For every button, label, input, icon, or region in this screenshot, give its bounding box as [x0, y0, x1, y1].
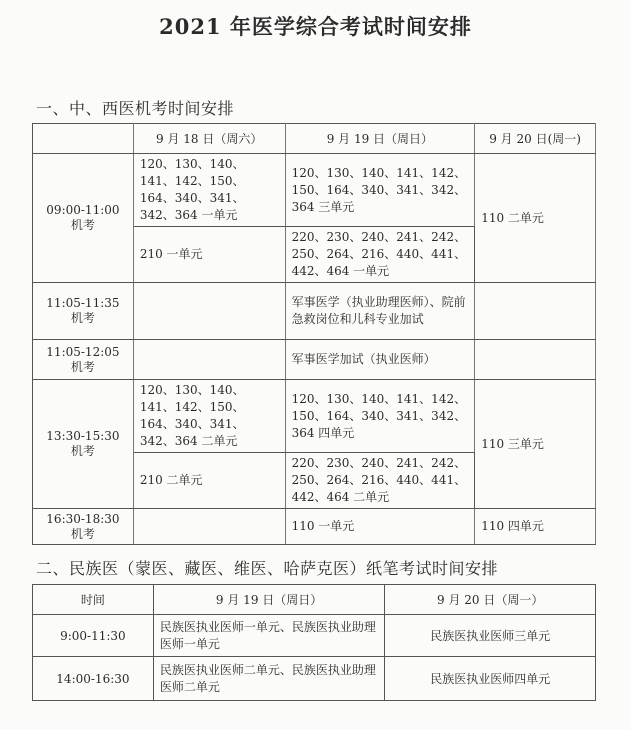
schedule-cell: 220、230、240、241、242、250、264、216、440、441、442、464 二单元 — [285, 453, 475, 509]
time-mode: 机考 — [70, 444, 95, 458]
page-title: 2021 年医学综合考试时间安排 — [159, 14, 472, 39]
time-cell — [33, 340, 134, 380]
schedule-cell: 210 一单元 — [133, 227, 285, 283]
schedule-table-1 — [32, 123, 596, 545]
time-mode: 机考 — [70, 526, 95, 541]
time-cell — [33, 283, 134, 340]
schedule-cell: 军事医学加试（执业医师） — [285, 340, 475, 380]
schedule-cell: 民族医执业医师四单元 — [385, 657, 596, 701]
section-heading-2: 二、民族医（蒙医、藏医、维医、哈萨克医）纸笔考试时间安排 — [36, 559, 499, 578]
time-cell: 14:00-16:30 — [33, 657, 154, 701]
time-cell — [33, 154, 134, 283]
schedule-cell: 210 二单元 — [133, 453, 285, 509]
schedule-cell — [133, 340, 285, 380]
schedule-cell — [475, 340, 596, 380]
header-sep20: 9 月 20 日（周一） — [385, 585, 596, 615]
header-sep19: 9 月 19 日（周日） — [285, 124, 475, 154]
header-empty — [33, 124, 134, 154]
schedule-cell: 110 一单元 — [285, 509, 475, 545]
schedule-cell: 110 二单元 — [475, 154, 596, 283]
time-range: 11:05-12:05 — [46, 344, 120, 359]
time-cell — [33, 509, 134, 545]
time-range: 13:30-15:30 — [46, 429, 120, 443]
schedule-cell — [133, 509, 285, 545]
schedule-cell: 120、130、140、141、142、150、164、340、341、342、364 二单元 — [133, 380, 285, 453]
header-sep19: 9 月 19 日（周日） — [153, 585, 385, 615]
schedule-cell: 110 三单元 — [475, 380, 596, 509]
schedule-cell: 民族医执业医师一单元、民族医执业助理医师一单元 — [153, 615, 385, 657]
schedule-cell: 军事医学（执业助理医师）、院前急救岗位和儿科专业加试 — [285, 283, 475, 340]
time-range: 16:30-18:30 — [46, 511, 120, 526]
schedule-cell: 120、130、140、141、142、150、164、340、341、342、364 一单元 — [133, 154, 285, 227]
header-time: 时间 — [33, 585, 154, 615]
schedule-cell: 120、130、140、141、142、150、164、340、341、342、364 三单元 — [285, 154, 475, 227]
schedule-cell — [475, 283, 596, 340]
time-cell — [33, 380, 134, 509]
time-range: 09:00-11:00 — [46, 203, 120, 217]
time-mode: 机考 — [70, 218, 95, 232]
section-heading-1: 一、中、西医机考时间安排 — [36, 99, 235, 118]
schedule-cell — [133, 283, 285, 340]
schedule-cell: 民族医执业医师三单元 — [385, 615, 596, 657]
header-sep18: 9 月 18 日（周六） — [133, 124, 285, 154]
time-cell: 9:00-11:30 — [33, 615, 154, 657]
time-mode: 机考 — [70, 311, 95, 325]
time-mode: 机考 — [70, 359, 95, 374]
time-range: 11:05-11:35 — [46, 296, 120, 310]
schedule-cell: 120、130、140、141、142、150、164、340、341、342、364 四单元 — [285, 380, 475, 453]
schedule-cell: 220、230、240、241、242、250、264、216、440、441、442、464 一单元 — [285, 227, 475, 283]
schedule-table-2 — [32, 584, 596, 701]
schedule-cell: 110 四单元 — [475, 509, 596, 545]
schedule-cell: 民族医执业医师二单元、民族医执业助理医师二单元 — [153, 657, 385, 701]
header-sep20: 9 月 20 日(周一) — [475, 124, 596, 154]
